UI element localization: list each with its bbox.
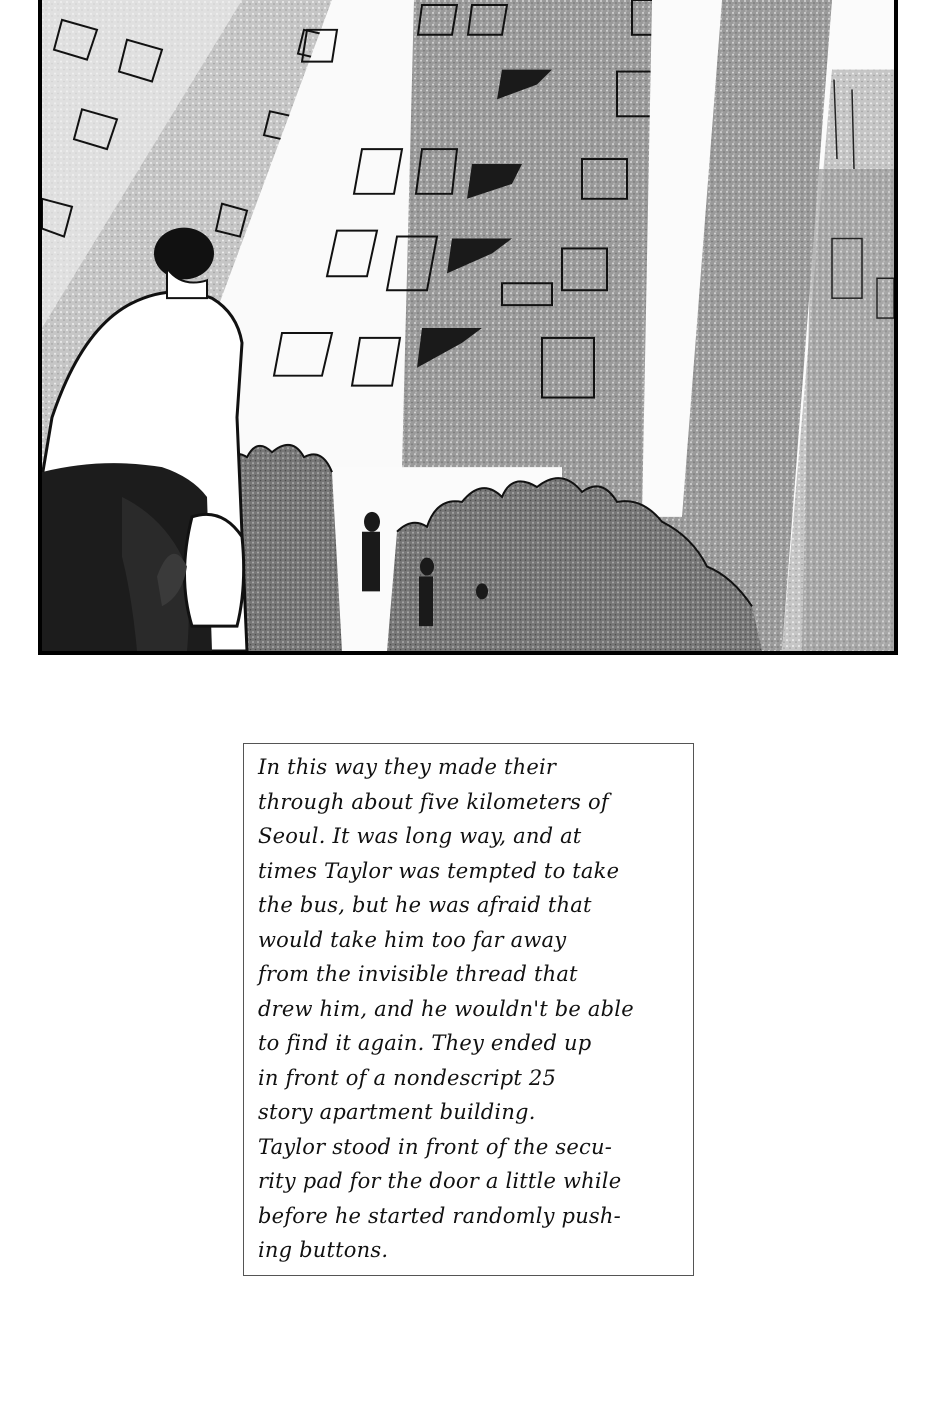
caption-line: times Taylor was tempted to take	[258, 858, 620, 883]
caption-line: Taylor stood in front of the secu-	[258, 1134, 613, 1159]
caption-line: In this way they made their	[258, 755, 557, 779]
caption-line: before he started randomly push-	[258, 1203, 621, 1228]
narration-caption-box	[243, 743, 694, 1276]
caption-line: would take him too far away	[258, 927, 567, 952]
caption-line: the bus, but he was afraid that	[258, 893, 592, 917]
caption-line: ing buttons.	[258, 1238, 389, 1262]
caption-line: from the invisible thread that	[258, 962, 578, 986]
caption-line: Seoul. It was long way, and at	[258, 824, 582, 848]
caption-line: to find it again. They ended up	[258, 1031, 592, 1055]
caption-line: story apartment building.	[258, 1100, 536, 1124]
caption-line: in front of a nondescript 25	[258, 1065, 557, 1090]
caption-line: drew him, and he wouldn't be able	[258, 996, 634, 1021]
caption-line: through about five kilometers of	[258, 789, 609, 814]
city-buildings-illustration	[42, 0, 894, 651]
caption-line: rity pad for the door a little while	[258, 1169, 622, 1193]
comic-panel	[38, 0, 898, 655]
